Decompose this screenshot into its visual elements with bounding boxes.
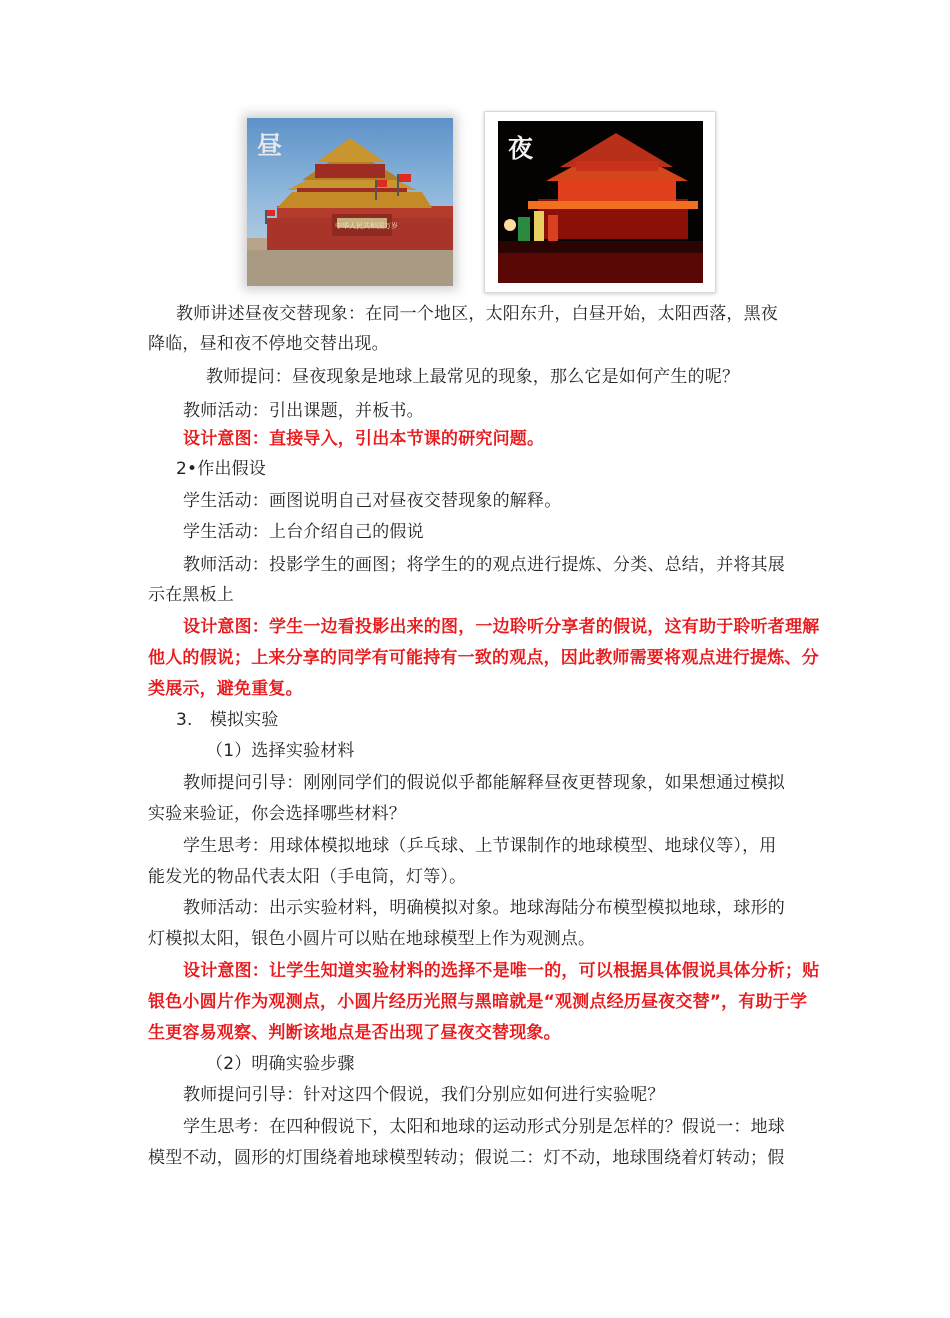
para-teacher-activity-3b: 灯模拟太阳，银色小圆片可以贴在地球模型上作为观测点。 [148,929,596,949]
para-teacher-activity-3a: 教师活动：出示实验材料，明确模拟对象。地球海陆分布模型模拟地球，球形的 [183,898,785,918]
para-teacher-guide-1b: 实验来验证，你会选择哪些材料？ [148,804,406,824]
day-banner: 中华人民共和国万岁 [335,222,398,230]
para-teacher-activity: 教师活动：引出课题，并板书。 [183,401,424,421]
para-teacher-narration-2: 降临，昼和夜不停地交替出现。 [148,334,389,354]
design-intent-3c: 生更容易观察、判断该地点是否出现了昼夜交替现象。 [148,1023,561,1043]
para-teacher-question: 教师提问：昼夜现象是地球上最常见的现象，那么它是如何产生的呢？ [206,367,740,387]
night-label: 夜 [508,134,534,163]
para-student-think-1b: 能发光的物品代表太阳（手电筒，灯等）。 [148,867,467,887]
para-student-activity-1: 学生活动：画图说明自己对昼夜交替现象的解释。 [183,491,562,511]
subsection-heading-steps: （2）明确实验步骤 [206,1054,355,1074]
para-teacher-activity-2a: 教师活动：投影学生的画图；将学生的的观点进行提炼、分类、总结，并将其展 [183,555,785,575]
para-student-think-1a: 学生思考：用球体模拟地球（乒乓球、上节课制作的地球模型、地球仪等），用 [183,836,777,856]
night-photo [498,121,703,283]
para-teacher-activity-2b: 示在黑板上 [148,585,234,605]
para-student-think-2a: 学生思考：在四种假说下，太阳和地球的运动形式分别是怎样的？假说一：地球 [183,1117,785,1137]
design-intent-2a: 设计意图：学生一边看投影出来的图，一边聆听分享者的假说，这有助于聆听者理解 [183,617,820,637]
day-label: 昼 [257,131,283,160]
design-intent-1: 设计意图：直接导入，引出本节课的研究问题。 [183,429,545,449]
subsection-heading-materials: （1）选择实验材料 [206,741,355,761]
design-intent-2b: 他人的假说；上来分享的同学有可能持有一致的观点，因此教师需要将观点进行提炼、分 [148,648,819,668]
design-intent-3b: 银色小圆片作为观测点，小圆片经历光照与黑暗就是“观测点经历昼夜交替”，有助于学 [148,992,808,1012]
para-teacher-guide-2: 教师提问引导：针对这四个假说，我们分别应如何进行实验呢？ [183,1085,665,1105]
section-heading-simulation: 3. 模拟实验 [176,710,279,730]
para-teacher-narration-1: 教师讲述昼夜交替现象：在同一个地区，太阳东升，白昼开始，太阳西落，黑夜 [176,304,778,324]
section-heading-hypothesis: 2•作出假设 [176,459,267,479]
para-student-think-2b: 模型不动，圆形的灯围绕着地球模型转动；假说二：灯不动，地球围绕着灯转动；假 [148,1148,785,1168]
day-photo [247,118,453,286]
design-intent-3a: 设计意图：让学生知道实验材料的选择不是唯一的，可以根据具体假说具体分析；贴 [183,961,820,981]
design-intent-2c: 类展示，避免重复。 [148,679,303,699]
para-student-activity-2: 学生活动：上台介绍自己的假说 [183,522,424,542]
para-teacher-guide-1a: 教师提问引导：刚刚同学们的假说似乎都能解释昼夜更替现象，如果想通过模拟 [183,773,785,793]
